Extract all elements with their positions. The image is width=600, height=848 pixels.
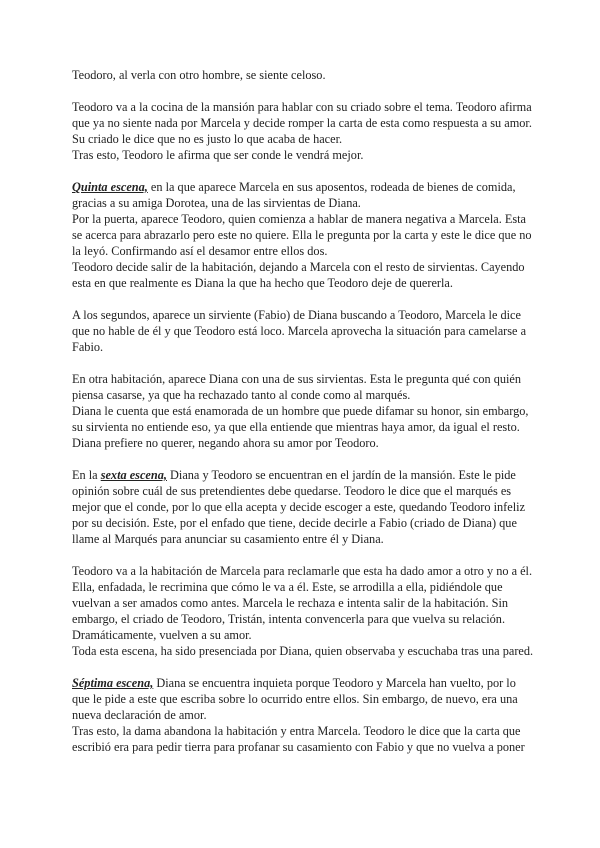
paragraph-septima-escena (72, 675, 534, 755)
document-body (72, 67, 534, 771)
paragraph-text: Diana se encuentra inquieta porque Teodoro y Marcela han vuelto, por lo que le pide a este que escriba sobre lo ocurrido entre ellos. Sin embargo, de nuevo, era una nueva declaración de amor. (72, 676, 518, 722)
paragraph-text: A los segundos, aparece un sirviente (Fabio) de Diana buscando a Teodoro, Marcela le dice que no hable de él y que Teodoro está loco. Marcela aprovecha la situación para camelarse a Fabio. (72, 308, 527, 354)
paragraph-line (72, 675, 534, 723)
paragraph-cocina (72, 99, 534, 163)
paragraph-text: Diana y Teodoro se encuentran en el jardín de la mansión. Este le pide opinión sobre cuál de sus pretendientes debe quedarse. Teodoro le dice que el marqués es mejor que el conde, por lo que ella acepta y decide escoger a este, quedando Teodoro infeliz por su decisión. Este, por el enfado que tiene, decide decirle a Fabio (criado de Diana) que llame al Marqués para anunciar su casamiento entre él y Diana. (72, 468, 526, 546)
paragraph-quinta-escena (72, 179, 534, 291)
scene-heading: Quinta escena, (72, 180, 148, 194)
paragraph-celos (72, 67, 534, 83)
scene-heading: sexta escena, (100, 468, 167, 482)
paragraph-text: en la que aparece Marcela en sus aposentos, rodeada de bienes de comida, gracias a su amiga Dorotea, una de las sirvientas de Diana. (72, 180, 516, 210)
paragraph-text: Teodoro, al verla con otro hombre, se siente celoso. (72, 68, 326, 82)
paragraph-sexta-escena (72, 467, 534, 547)
paragraph-text: Diana prefiere no querer, negando ahora su amor por Teodoro. (72, 436, 379, 450)
paragraph-otra-habitacion (72, 371, 534, 451)
paragraph-text: En otra habitación, aparece Diana con una de sus sirvientas. Esta le pregunta qué con quién piensa casarse, ya que ha rechazado tanto al conde como al marqués. (72, 372, 522, 402)
paragraph-line (72, 179, 534, 211)
paragraph-text: Toda esta escena, ha sido presenciada por Diana, quien observaba y escuchaba tras una pared. (72, 644, 534, 658)
paragraph-reclamo (72, 563, 534, 659)
paragraph-text: Diana le cuenta que está enamorada de un hombre que puede difamar su honor, sin embargo, su sirvienta no entiende eso, ya que ella entiende que mientras haya amor, da igual el resto. (72, 404, 529, 434)
paragraph-text: Tras esto, Teodoro le afirma que ser conde le vendrá mejor. (72, 148, 364, 162)
scene-heading: Séptima escena, (72, 676, 154, 690)
paragraph-fabio (72, 307, 534, 355)
paragraph-text: Tras esto, la dama abandona la habitación y entra Marcela. Teodoro le dice que la carta que escribió era para pedir tierra para profanar su casamiento con Fabio y que no vuelva a poner (72, 724, 525, 754)
paragraph-text: Teodoro va a la habitación de Marcela para reclamarle que esta ha dado amor a otro y no a él. Ella, enfadada, le recrimina que cómo le va a él. Este, se arrodilla a ella, pidiéndole que vuelvan a ser amados como antes. Marcela le rechaza e intenta salir de la habitación. Sin embargo, el criado de Teodoro, Tristán, intenta convencerla para que vuelva su relación. Dramáticamente, vuelven a su amor. (72, 564, 533, 642)
paragraph-text: Teodoro decide salir de la habitación, dejando a Marcela con el resto de sirvientas. Cayendo esta en que realmente es Diana la que ha hecho que Teodoro deje de quererla. (72, 260, 525, 290)
paragraph-text: En la (72, 468, 101, 482)
paragraph-text: Teodoro va a la cocina de la mansión para hablar con su criado sobre el tema. Teodoro afirma que ya no siente nada por Marcela y decide romper la carta de esta como respuesta a su amor. Su criado le dice que no es justo lo que acaba de hacer. (72, 100, 532, 146)
paragraph-text: Por la puerta, aparece Teodoro, quien comienza a hablar de manera negativa a Marcela. Esta se acerca para abrazarlo pero este no quiere. Ella le pregunta por la carta y este le dice que no la leyó. Confirmando así el desamor entre ellos dos. (72, 212, 532, 258)
